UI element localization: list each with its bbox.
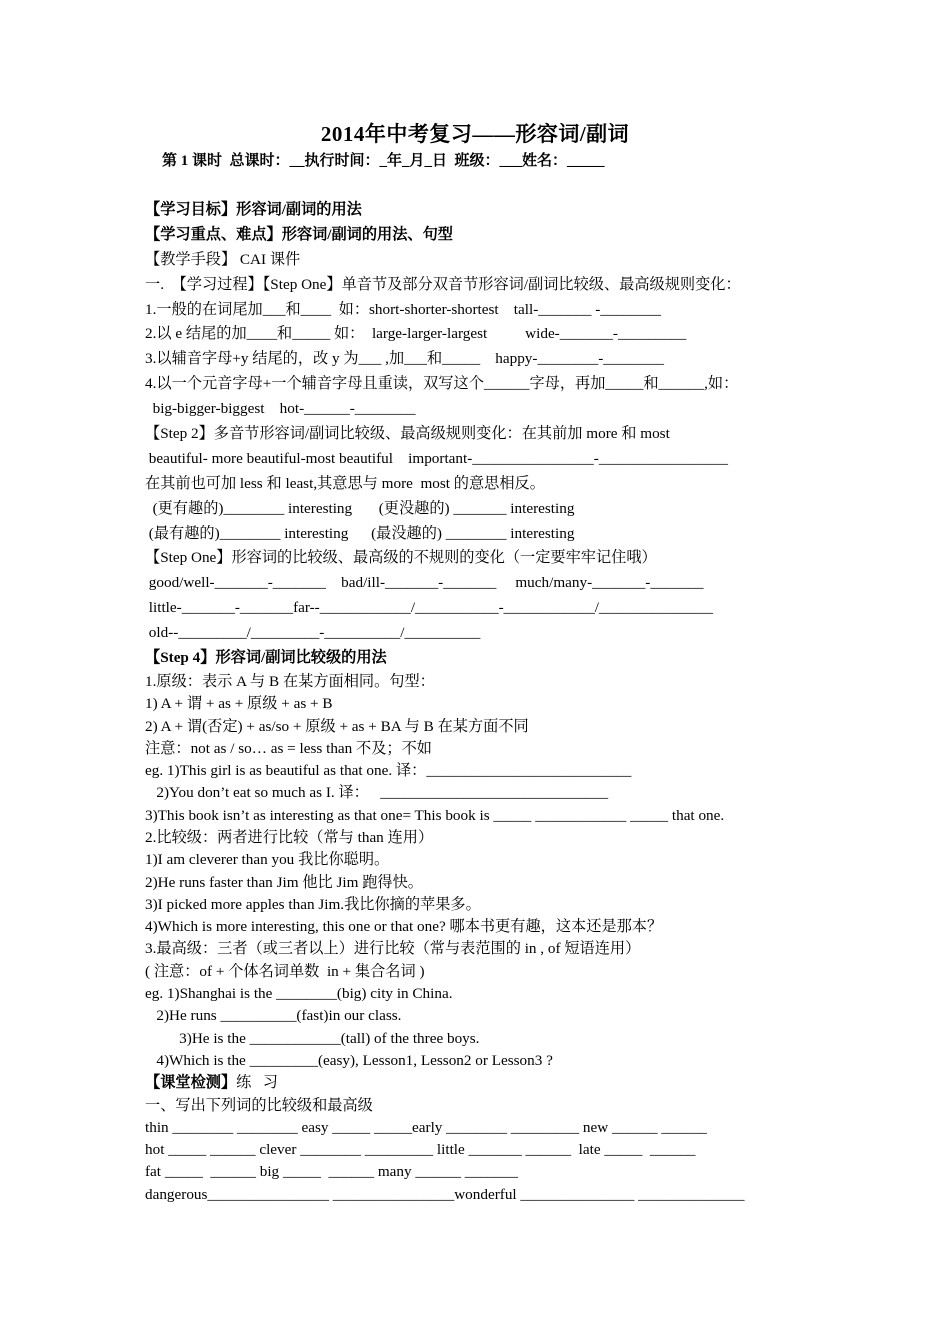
text-line: 4)Which is more interesting, this one or that one? 哪本书更有趣，这本还是那本？: [145, 918, 663, 936]
text-line: (更有趣的)________ interesting (更没趣的) _______ interesting: [145, 499, 575, 517]
text-line: 【教学手段】 CAI 课件: [145, 250, 301, 268]
text-line: thin ________ ________ easy _____ _____early ________ _________ new ______ ______: [145, 1118, 707, 1136]
text-line: 3.最高级：三者（或三者以上）进行比较（常与表范围的 in , of 短语连用）: [145, 940, 641, 958]
text-line: 2)He runs faster than Jim 他比 Jim 跑得快。: [145, 873, 423, 891]
text-line: 【Step 4】形容词/副词比较级的用法: [145, 649, 387, 667]
text-line: 4)Which is the _________(easy), Lesson1, Lesson2 or Lesson3 ?: [145, 1051, 553, 1069]
text-line: eg. 1)Shanghai is the ________(big) city in China.: [145, 985, 453, 1003]
text-line: 1)I am cleverer than you 我比你聪明。: [145, 851, 390, 869]
text-line: hot _____ ______ clever ________ _________ little _______ ______ late _____ ______: [145, 1141, 696, 1159]
section-heading: 【课堂检测】: [145, 1074, 237, 1092]
text-line: big-bigger-biggest hot-______-________: [145, 400, 416, 418]
lesson-info-line: 第 1 课时 总课时：__执行时间：_年_月_日 班级：___姓名：_____: [162, 153, 605, 169]
document-body: [145, 198, 845, 1206]
text-line: 2)He runs __________(fast)in our class.: [145, 1007, 402, 1025]
text-line: 3)I picked more apples than Jim.我比你摘的苹果多。: [145, 895, 481, 913]
text-line: little-_______-_______far--____________/___________-____________/_______________: [145, 599, 713, 617]
text-line: 1.一般的在词尾加___和____ 如：short-shorter-shortest tall-_______ -________: [145, 300, 662, 318]
text-line: 2.以 e 结尾的加____和_____ 如： large-larger-largest wide-_______-_________: [145, 325, 687, 343]
text-line: 一、写出下列词的比较级和最高级: [145, 1096, 373, 1114]
text-line: eg. 1)This girl is as beautiful as that one. 译：___________________________: [145, 762, 632, 780]
text-line: 4.以一个元音字母+一个辅音字母且重读，双写这个______字母，再加_____和______,如：: [145, 375, 739, 393]
text-line: dangerous________________ ________________wonderful _______________ ______________: [145, 1185, 745, 1203]
text-line: 【学习重点、难点】形容词/副词的用法、句型: [145, 225, 453, 243]
text-line: 【学习目标】形容词/副词的用法: [145, 201, 362, 218]
section-heading-note: 练 习: [236, 1074, 278, 1092]
text-line: old--_________/_________-__________/__________: [145, 624, 481, 642]
text-line: 3.以辅音字母+y 结尾的，改 y 为___ ,加___和_____ happy-________-________: [145, 350, 665, 368]
text-line: 一. 【学习过程】【Step One】单音节及部分双音节形容词/副词比较级、最高级规则变化：: [145, 275, 741, 293]
text-line: ( 注意：of + 个体名词单数 in + 集合名词 ): [145, 962, 425, 980]
text-line: fat _____ ______ big _____ ______ many ______ _______: [145, 1163, 518, 1181]
usage-and-exercise-section: [145, 671, 845, 1206]
text-line: 注意：not as / so… as = less than 不及；不如: [145, 739, 432, 757]
text-line: beautiful- more beautiful-most beautiful important-________________-_________________: [145, 449, 728, 467]
text-line: 1.原级：表示 A 与 B 在某方面相同。句型：: [145, 672, 435, 690]
text-line: 在其前也可加 less 和 least,其意思与 more most 的意思相反。: [145, 474, 545, 492]
text-line: 【Step 2】多音节形容词/副词比较级、最高级规则变化：在其前加 more 和 most: [145, 425, 670, 443]
text-line: 2.比较级：两者进行比较（常与 than 连用）: [145, 829, 434, 846]
learning-process-section: [145, 198, 845, 671]
text-line: 2) A + 谓(否定) + as/so + 原级 + as + BA 与 B 在某方面不同: [145, 717, 529, 735]
text-line: [145, 1072, 845, 1094]
text-line: 1) A + 谓 + as + 原级 + as + B: [145, 695, 333, 713]
text-line: (最有趣的)________ interesting (最没趣的) ________ interesting: [145, 524, 575, 542]
text-line: 3)This book isn’t as interesting as that one= This book is _____ ____________ _____ that one.: [145, 806, 725, 824]
text-line: 【Step One】形容词的比较级、最高级的不规则的变化（一定要牢牢记住哦）: [145, 549, 657, 567]
text-line: 3)He is the ____________(tall) of the three boys.: [145, 1029, 480, 1047]
text-line: good/well-_______-_______ bad/ill-_______-_______ much/many-_______-_______: [145, 574, 704, 592]
text-line: 2)You don’t eat so much as I. 译： ______________________________: [145, 784, 609, 802]
page-title: 2014年中考复习——形容词/副词: [320, 122, 630, 146]
